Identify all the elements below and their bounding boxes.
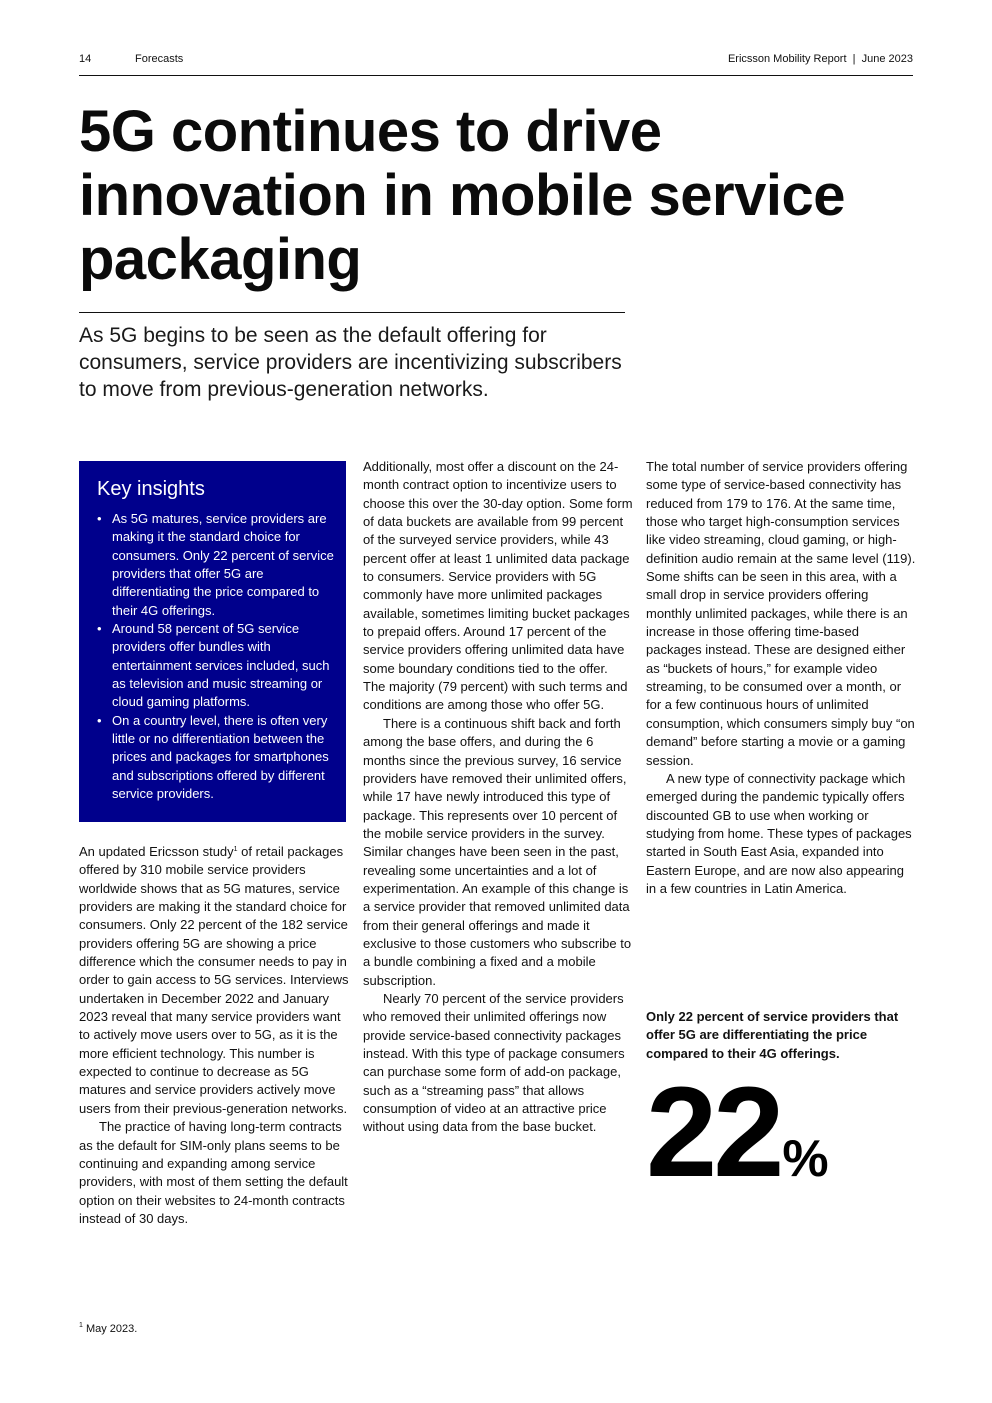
body-column-2 xyxy=(363,458,633,1137)
body-paragraph: There is a continuous shift back and forth among the base offers, and during the 6 months since the previous survey, 16 service providers have removed their unlimited offers, while 17 have newly introduced this type of package. This represents over 10 percent of the mobile service providers in the survey. Similar changes have been seen in the past, revealing some uncertainties and a lot of experimentation. An example of this change is a service provider that removed unlimited data from their general offerings and made it exclusive to those customers who subscribe to a bundle combining a fixed and a mobile subscription. xyxy=(363,715,632,988)
page-title: 5G continues to drive innovation in mobile service packaging xyxy=(79,99,845,292)
body-text: An updated Ericsson study xyxy=(79,844,234,859)
statistic-unit: % xyxy=(782,1130,829,1188)
footnote-text: May 2023. xyxy=(82,1323,138,1335)
page-header xyxy=(79,53,913,76)
key-insights-list xyxy=(97,510,334,804)
body-paragraph: Nearly 70 percent of the service providers who removed their unlimited offerings now provide service-based connectivity packages instead. With this type of package consumers can purchase some form of add-on package, such as a “streaming pass” that allows consumption of video at an attractive price without using data from the base bucket. xyxy=(363,990,625,1135)
report-name: Ericsson Mobility Report | June 2023 xyxy=(727,53,913,65)
key-insight-item: • As 5G matures, service providers are making it the standard choice for consumers. Only 22 percent of service providers that offer 5G are differentiating the price compared to their 4G offerings. xyxy=(97,510,334,620)
footnote-marker: 1 xyxy=(79,1322,83,1329)
body-column-1 xyxy=(79,843,349,1228)
body-text: of retail packages offered by 310 mobile service providers worldwide shows that as 5G matures, service providers are making it the standard choice for consumers. Only 22 percent of the 182 service providers offering 5G are showing a price difference which the consumer needs to pay in order to gain access to 5G services. Interviews undertaken in December 2022 and January 2023 reveal that many service providers want to actively move users over to 5G, as it is the more efficient technology. This number is expected to continue to decrease as 5G matures and service providers actively move users from their previous-generation networks. xyxy=(79,844,349,1116)
body-column-3 xyxy=(646,458,916,898)
statistic-value: 22 xyxy=(646,1061,781,1204)
footnote xyxy=(79,1322,137,1336)
lead-paragraph: As 5G begins to be seen as the default offering for consumers, service providers are incentivizing subscribers to move from previous-generation networks. xyxy=(79,324,622,401)
section-name: Forecasts xyxy=(135,53,184,65)
key-insight-item: • Around 58 percent of 5G service providers offer bundles with entertainment services included, such as television and music streaming or cloud gaming platforms. xyxy=(97,620,334,712)
body-paragraph: The total number of service providers offering some type of service-based connectivity has reduced from 179 to 176. At the same time, those who target high-consumption services like video streaming, cloud gaming, or high-definition audio remain at the same level (119). Some shifts can be seen in this area, with a small drop in service providers offering monthly unlimited packages, while there is an increase in those offering time-based packages instead. These are designed either as “buckets of hours,” for example video streaming, to be consumed over a month, or for a few continuous hours of unlimited consumption, which consumers simply buy “on demand” before starting a movie or a gaming session. xyxy=(646,459,916,768)
key-insight-item: • On a country level, there is often very little or no differentiation between the prices and packages for smartphones and subscriptions offered by different service providers. xyxy=(97,712,334,804)
big-statistic xyxy=(646,1061,829,1204)
body-paragraph: Additionally, most offer a discount on the 24-month contract option to incentivize users to choose this over the 30-day option. Some form of data buckets are available from 99 percent of the surveyed service providers, while 43 percent offer at least 1 unlimited data package to consumers. Service providers with 5G commonly have more unlimited packages available, sometimes limiting bucket packages to prepaid offers. Around 17 percent of the service providers offering unlimited data have some boundary conditions tied to the offer. The majority (79 percent) with such terms and conditions are among those who offer 5G. xyxy=(363,459,633,713)
key-insights-box xyxy=(79,461,346,822)
body-paragraph: The practice of having long-term contracts as the default for SIM-only plans seems to be continuing and expanding among service providers, with most of them setting the default option on their websites to 24-month contracts instead of 30 days. xyxy=(79,1119,348,1226)
body-paragraph xyxy=(79,843,349,1118)
callout-text: Only 22 percent of service providers that offer 5G are differentiating the price compared to their 4G offerings. xyxy=(646,1009,899,1061)
page-number: 14 xyxy=(79,53,92,65)
footnote-reference: 1 xyxy=(233,846,238,853)
title-divider xyxy=(79,312,625,313)
key-insights-heading: Key insights xyxy=(97,478,205,500)
body-paragraph: A new type of connectivity package which emerged during the pandemic typically offers discounted GB to use when working or studying from home. These types of packages started in South East Asia, expanded into Eastern Europe, and are now also appearing in a few countries in Latin America. xyxy=(646,770,912,896)
